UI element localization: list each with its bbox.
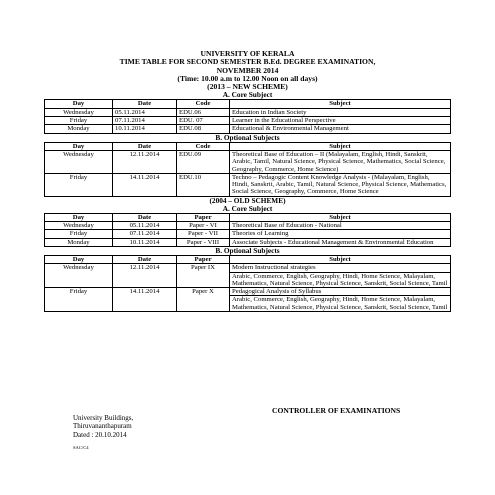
- cell-date: 12.11.2014: [113, 150, 177, 173]
- col-header-paper: Paper: [177, 213, 230, 221]
- cell-subject: Learner in the Educational Perspective: [230, 117, 451, 125]
- footer-line-1: University Buildings,: [73, 414, 134, 422]
- cell-code: EDU.06: [177, 108, 230, 116]
- cell-subject-title: Modern Instructional strategies: [230, 264, 451, 272]
- table-row: [45, 108, 451, 116]
- cell-date: 14.11.2014: [113, 288, 177, 312]
- col-header-subject: Subject: [230, 213, 451, 221]
- cell-subject: Associate Subjects - Educational Management & Environmental Education: [230, 238, 451, 246]
- cell-subject-title: Pedagogical Analysis of Syllabus: [230, 288, 451, 296]
- cell-day: Monday: [45, 238, 113, 246]
- table-row: [45, 173, 451, 196]
- cell-subject-list: Arabic, Commerce, English, Geography, Hindi, Home Science, Malayalam, Mathematics, Natural Science, Physical Science, Sanskrit, Social Science, Tamil: [230, 272, 451, 288]
- cell-paper: Paper - VIII: [177, 238, 230, 246]
- col-header-date: Date: [113, 142, 177, 150]
- new-core-table: [44, 99, 451, 133]
- table-row: [45, 117, 451, 125]
- cell-paper: Paper - VI: [177, 222, 230, 230]
- footer-address: [73, 414, 133, 439]
- university-name: UNIVERSITY OF KERALA: [200, 49, 295, 58]
- cell-day: Wednesday: [45, 108, 113, 116]
- table-row: [45, 288, 451, 296]
- footer-line-2: Thiruvananthapuram: [73, 422, 132, 431]
- old-core-table: [44, 213, 451, 247]
- cell-date: 14.11.2014: [113, 173, 177, 196]
- document-title: TIME TABLE FOR SECOND SEMESTER B.Ed. DEGREE EXAMINATION,: [119, 57, 376, 67]
- cell-subject: Theoretical Base of Education - National: [230, 222, 451, 230]
- exam-month: NOVEMBER 2014: [216, 65, 279, 75]
- cell-code: EDU.08: [177, 125, 230, 133]
- footer-code: SAC/C4: [73, 445, 89, 450]
- col-header-paper: Paper: [177, 255, 230, 263]
- col-header-code: Code: [177, 142, 230, 150]
- cell-date: 05.11.2014: [113, 222, 177, 230]
- old-optional-table: [44, 255, 451, 312]
- col-header-day: Day: [45, 142, 113, 150]
- cell-day: Monday: [45, 125, 113, 133]
- cell-subject: Techno – Pedagogic Content Knowledge Analysis - (Malayalam, English, Hindi, Sanskrit, Arabic, Tamil, Natural Science, Physical Science, Mathematics, Social Science, Geography, Commerce, Home Science: [230, 173, 451, 196]
- cell-date: 07.11.2014: [113, 230, 177, 238]
- controller-signature: CONTROLLER OF EXAMINATIONS: [272, 406, 401, 415]
- cell-paper: Paper X: [177, 288, 230, 312]
- col-header-date: Date: [113, 255, 177, 263]
- cell-date: 07.11.2014: [113, 117, 177, 125]
- cell-code: EDU. 07: [177, 117, 230, 125]
- cell-date: 05.11.2014: [113, 108, 177, 116]
- old-optional-heading: B. Optional Subjects: [215, 245, 280, 255]
- cell-day: Friday: [45, 288, 113, 312]
- col-header-date: Date: [113, 213, 177, 221]
- table-row: [45, 230, 451, 238]
- cell-subject: Educational & Environmental Management: [230, 125, 451, 133]
- cell-subject: Education in Indian Society: [230, 108, 451, 116]
- new-optional-table: [44, 142, 451, 197]
- cell-paper: Paper - VII: [177, 230, 230, 238]
- cell-day: Wednesday: [45, 264, 113, 288]
- new-core-heading: A. Core Subject: [222, 90, 273, 100]
- table-row: [45, 125, 451, 133]
- col-header-date: Date: [113, 100, 177, 108]
- col-header-subject: Subject: [230, 100, 451, 108]
- new-optional-heading: B. Optional Subjects: [215, 132, 280, 142]
- table-row: [45, 264, 451, 272]
- old-core-heading: A. Core Subject: [222, 203, 273, 213]
- col-header-day: Day: [45, 100, 113, 108]
- col-header-subject: Subject: [230, 142, 451, 150]
- table-row: [45, 222, 451, 230]
- col-header-day: Day: [45, 213, 113, 221]
- cell-subject: Theories of Learning: [230, 230, 451, 238]
- cell-code: EDU.10: [177, 173, 230, 196]
- col-header-subject: Subject: [230, 255, 451, 263]
- table-row: [45, 150, 451, 173]
- cell-day: Friday: [45, 117, 113, 125]
- footer-dated: Dated : 20.10.2014: [73, 430, 127, 439]
- cell-subject-list: Arabic, Commerce, English, Geography, Hindi, Home Science, Malayalam, Mathematics, Natural Science, Physical Science, Sanskrit, Social Science, Tamil: [230, 296, 451, 312]
- new-scheme-label: (2013 – NEW SCHEME): [207, 82, 288, 92]
- exam-time: (Time: 10.00 a.m to 12.00 Noon on all days): [177, 73, 318, 83]
- cell-paper: Paper IX: [177, 264, 230, 288]
- cell-date: 10.11.2014: [113, 125, 177, 133]
- col-header-code: Code: [177, 100, 230, 108]
- col-header-day: Day: [45, 255, 113, 263]
- cell-day: Wednesday: [45, 222, 113, 230]
- cell-code: EDU.09: [177, 150, 230, 173]
- cell-day: Friday: [45, 230, 113, 238]
- old-scheme-label: (2004 – OLD SCHEME): [209, 195, 286, 205]
- cell-date: 10.11.2014: [113, 238, 177, 246]
- cell-subject: Theoretical Base of Education – II (Malayalam, English, Hindi, Sanskrit, Arabic, Tamil, Natural Science, Physical Science, Mathematics, Social Science, Geography, Commerce, Home Science): [230, 150, 451, 173]
- cell-date: 12.11.2014: [113, 264, 177, 288]
- document-header: [0, 50, 495, 91]
- cell-day: Wednesday: [45, 150, 113, 173]
- cell-day: Friday: [45, 173, 113, 196]
